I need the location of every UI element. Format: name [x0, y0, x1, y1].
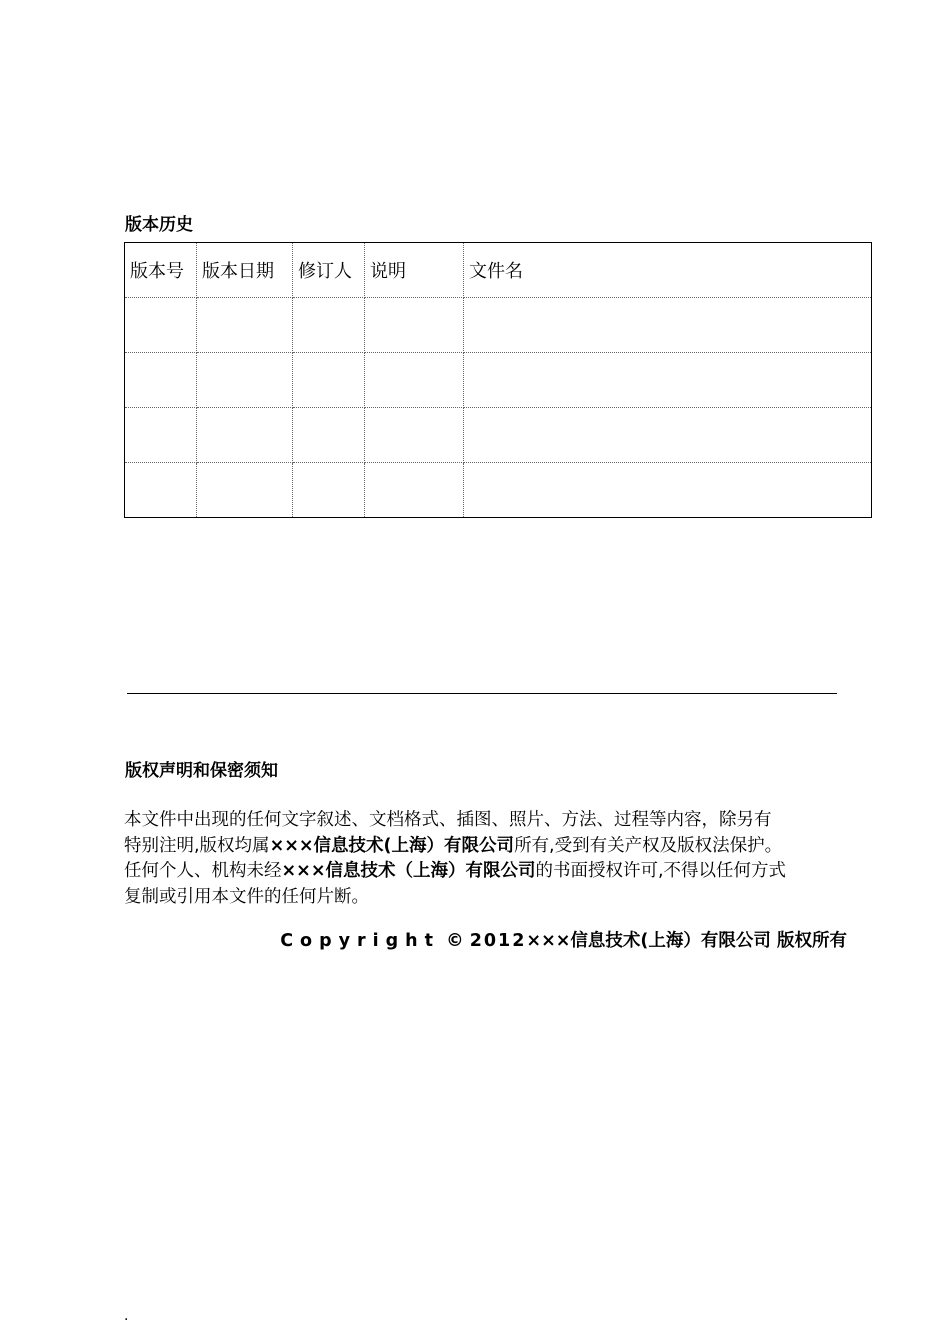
- table-row: [125, 298, 872, 353]
- table-cell: [365, 353, 464, 408]
- table-row: [125, 463, 872, 518]
- table-cell: [197, 408, 293, 463]
- table-cell: [365, 463, 464, 518]
- copyright-symbol: ©: [446, 931, 464, 951]
- table-cell: [197, 353, 293, 408]
- table-cell: [365, 408, 464, 463]
- horizontal-divider: [127, 693, 837, 694]
- company-name: ×××信息技术(上海）有限公司: [269, 835, 515, 856]
- table-row: [125, 353, 872, 408]
- copyright-year: 2012: [469, 931, 527, 951]
- table-cell: [464, 298, 872, 353]
- footer-mark: .: [124, 1308, 129, 1324]
- notice-line-4: 复制或引用本文件的任何片断。: [124, 886, 369, 907]
- table-cell: [464, 353, 872, 408]
- copyright-rights: 版权所有: [777, 931, 847, 951]
- table-header-row: [125, 243, 872, 298]
- column-header-filename: 文件名: [464, 243, 872, 298]
- table-cell: [293, 353, 365, 408]
- column-header-date: 版本日期: [197, 243, 293, 298]
- column-header-reviser: 修订人: [293, 243, 365, 298]
- copyright-notice-heading: 版权声明和保密须知: [125, 761, 278, 781]
- notice-text: 所有,受到有关产权及版权法保护。: [514, 835, 783, 856]
- copyright-word: Copyright: [280, 931, 440, 951]
- table-cell: [365, 298, 464, 353]
- company-name: ×××信息技术（上海）有限公司: [281, 861, 536, 881]
- version-history-table: [124, 242, 872, 518]
- column-header-version: 版本号: [125, 243, 197, 298]
- notice-text: 任何个人、机构未经: [124, 861, 282, 881]
- notice-line-2: [124, 834, 854, 860]
- table-cell: [293, 298, 365, 353]
- table-cell: [125, 353, 197, 408]
- table-cell: [197, 298, 293, 353]
- table-cell: [197, 463, 293, 518]
- notice-text: 特别注明,版权均属: [124, 835, 270, 856]
- table-cell: [464, 463, 872, 518]
- table-row: [125, 408, 872, 463]
- table-cell: [125, 408, 197, 463]
- table-cell: [125, 463, 197, 518]
- copyright-line: [280, 927, 847, 952]
- copyright-notice-paragraph: [124, 808, 854, 910]
- notice-line-1: 本文件中出现的任何文字叙述、文档格式、插图、照片、方法、过程等内容，除另有: [124, 810, 772, 830]
- copyright-company: ×××信息技术(上海）有限公司: [526, 931, 771, 951]
- table-cell: [125, 298, 197, 353]
- column-header-description: 说明: [365, 243, 464, 298]
- version-history-heading: 版本历史: [125, 215, 193, 235]
- table-cell: [293, 463, 365, 518]
- notice-text: 的书面授权许可,不得以任何方式: [535, 861, 787, 881]
- notice-line-3: [124, 859, 854, 885]
- table-cell: [293, 408, 365, 463]
- table-cell: [464, 408, 872, 463]
